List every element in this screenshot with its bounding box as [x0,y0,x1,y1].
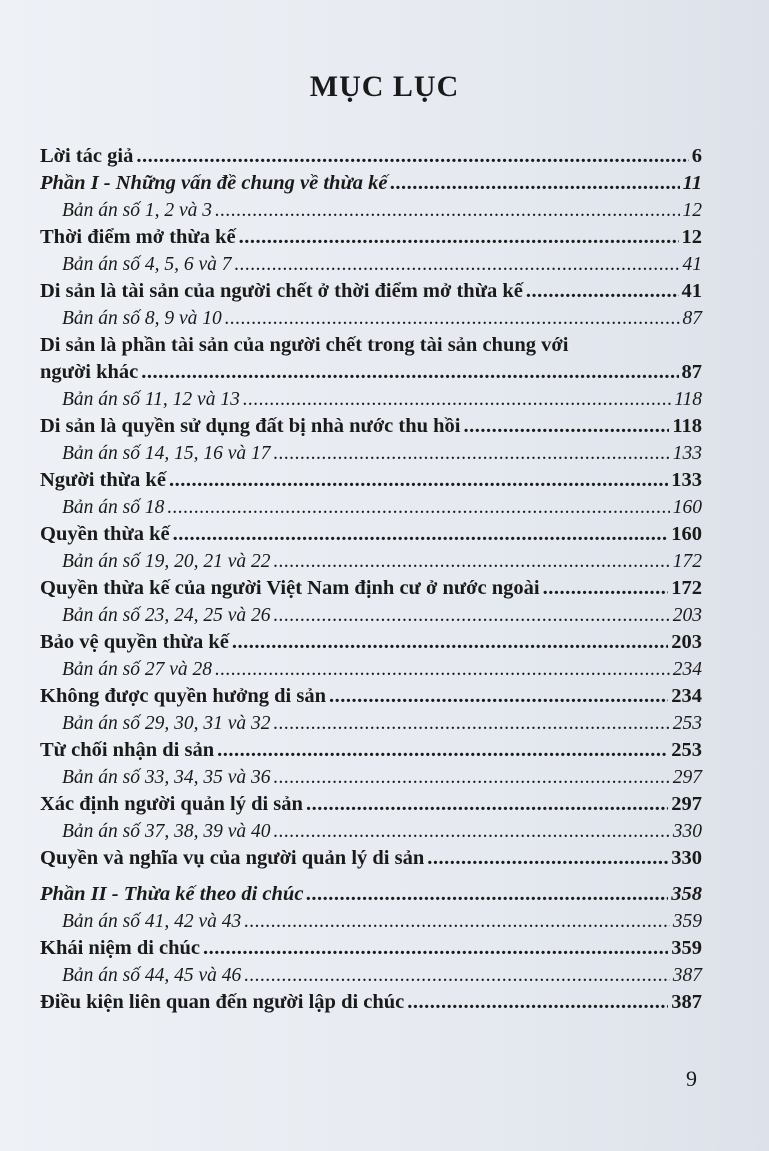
toc-entry-page: 160 [672,497,702,518]
toc-entry-label-continued: người khác [40,361,139,383]
dot-leader [136,143,688,170]
toc-entry-page: 118 [674,389,702,410]
toc-entry-label: Quyền thừa kế [40,523,170,545]
toc-sub-entry [40,548,702,575]
toc-sub-entry [40,764,702,791]
toc-entry-page: 87 [682,308,702,329]
toc-sub-entry [40,710,702,737]
toc-part-heading [40,881,702,908]
dot-leader [232,629,668,656]
toc-entry-page: 118 [672,415,702,437]
toc-entry-page: 87 [681,361,702,383]
toc-entry-page: 11 [682,172,702,194]
dot-leader [239,224,679,251]
dot-leader [274,440,670,467]
toc-entry-label: Bản án số 4, 5, 6 và 7 [62,254,232,275]
toc-sub-entry [40,908,702,935]
toc-entry-label: Bản án số 18 [62,497,165,518]
dot-leader [427,845,668,872]
toc-sub-entry [40,656,702,683]
dot-leader [215,197,679,224]
toc-entry [40,467,702,494]
toc-entry-page: 12 [682,200,702,221]
toc-sub-entry [40,386,702,413]
dot-leader [244,908,669,935]
toc-sub-entry [40,494,702,521]
toc-entry-label: Quyền và nghĩa vụ của người quản lý di sản [40,847,425,869]
dot-leader [244,962,669,989]
dot-leader [526,278,679,305]
toc-entry-label: Bản án số 1, 2 và 3 [62,200,213,221]
toc-entry-label: Từ chối nhận di sản [40,739,215,761]
toc-entry-label: Xác định người quản lý di sản [40,793,303,815]
toc-entry-page: 234 [672,659,702,680]
dot-leader [274,548,670,575]
page-title: MỤC LỤC [309,70,460,103]
dot-leader [329,683,668,710]
toc-entry-page: 359 [671,937,702,959]
toc-entry-page: 172 [671,577,702,599]
toc-entry-label: Phần II - Thừa kế theo di chúc [40,883,304,905]
toc-entry [40,935,702,962]
toc-entry-label: Bản án số 27 và 28 [62,659,213,680]
toc-entry-label: Người thừa kế [40,469,166,491]
toc-entry-page: 160 [671,523,702,545]
dot-leader [243,386,671,413]
toc-sub-entry [40,440,702,467]
toc-entry [40,224,702,251]
toc-entry-label: Quyền thừa kế của người Việt Nam định cư ở nước ngoài [40,577,540,599]
toc-entry [40,521,702,548]
dot-leader [203,935,668,962]
toc-sub-entry [40,602,702,629]
toc-entry-page: 253 [672,713,702,734]
toc-entry-label: Di sản là quyền sử dụng đất bị nhà nước thu hồi [40,415,461,437]
toc-entry [40,629,702,656]
toc-entry-label: Bản án số 14, 15, 16 và 17 [62,443,271,464]
toc-entry [40,278,702,305]
toc-entry [40,143,702,170]
dot-leader [167,494,669,521]
dot-leader [407,989,668,1016]
toc-sub-entry [40,962,702,989]
toc-entry [40,737,702,764]
dot-leader [464,413,670,440]
toc-entry-label: Phần I - Những vấn đề chung về thừa kế [40,172,388,194]
toc-entry-label: Bản án số 29, 30, 31 và 32 [62,713,271,734]
toc-entry-page: 41 [682,254,702,275]
dot-leader [225,305,680,332]
toc-sub-entry [40,818,702,845]
toc-entry-page: 203 [671,631,702,653]
toc-entry-page: 12 [681,226,702,248]
dot-leader [390,170,679,197]
toc-entry-label: Bản án số 33, 34, 35 và 36 [62,767,271,788]
dot-leader [235,251,680,278]
table-of-contents [40,143,702,1016]
toc-entry-label: Di sản là phần tài sản của người chết trong tài sản chung với [40,334,569,356]
toc-entry-page: 358 [671,883,702,905]
dot-leader [274,710,670,737]
dot-leader [169,467,668,494]
toc-entry-label: Điều kiện liên quan đến người lập di chúc [40,991,405,1013]
dot-leader [217,737,668,764]
toc-entry-page: 6 [691,145,702,167]
dot-leader [274,818,670,845]
toc-entry [40,413,702,440]
toc-entry-label: Bản án số 19, 20, 21 và 22 [62,551,271,572]
page-number: 9 [686,1066,697,1091]
toc-entry [40,683,702,710]
toc-entry-page: 359 [672,911,702,932]
toc-entry-page: 253 [671,739,702,761]
toc-entry-page: 203 [672,605,702,626]
toc-entry [40,791,702,818]
toc-entry-label: Khái niệm di chúc [40,937,201,959]
toc-entry-label: Bản án số 37, 38, 39 và 40 [62,821,271,842]
dot-leader [173,521,669,548]
toc-entry-page: 133 [671,469,702,491]
toc-entry-page: 41 [681,280,702,302]
toc-entry-label: Bản án số 41, 42 và 43 [62,911,242,932]
toc-entry-label: Bản án số 44, 45 và 46 [62,965,242,986]
toc-entry [40,989,702,1016]
toc-entry-page: 172 [672,551,702,572]
toc-entry-label: Bản án số 8, 9 và 10 [62,308,222,329]
toc-entry-page: 330 [672,821,702,842]
toc-entry-label: Bảo vệ quyền thừa kế [40,631,229,653]
toc-entry-page: 297 [671,793,702,815]
toc-sub-entry [40,251,702,278]
toc-entry-label: Bản án số 11, 12 và 13 [62,389,240,410]
dot-leader [274,764,670,791]
toc-entry [40,575,702,602]
toc-entry-page: 297 [672,767,702,788]
dot-leader [306,791,668,818]
dot-leader [215,656,670,683]
toc-entry-page: 387 [671,991,702,1013]
dot-leader [141,359,678,386]
toc-entry [40,845,702,872]
toc-entry-page: 330 [671,847,702,869]
toc-entry-label: Bản án số 23, 24, 25 và 26 [62,605,271,626]
toc-part-heading [40,170,702,197]
toc-entry-page: 234 [671,685,702,707]
toc-entry-page: 387 [672,965,702,986]
dot-leader [306,881,668,908]
toc-entry [40,332,702,386]
toc-entry-label: Thời điểm mở thừa kế [40,226,236,248]
dot-leader [274,602,670,629]
toc-entry-label: Lời tác giả [40,145,134,167]
toc-entry-page: 133 [672,443,702,464]
toc-sub-entry [40,197,702,224]
toc-sub-entry [40,305,702,332]
dot-leader [543,575,669,602]
toc-entry-label: Di sản là tài sản của người chết ở thời điểm mở thừa kế [40,280,523,302]
toc-entry-label: Không được quyền hưởng di sản [40,685,327,707]
